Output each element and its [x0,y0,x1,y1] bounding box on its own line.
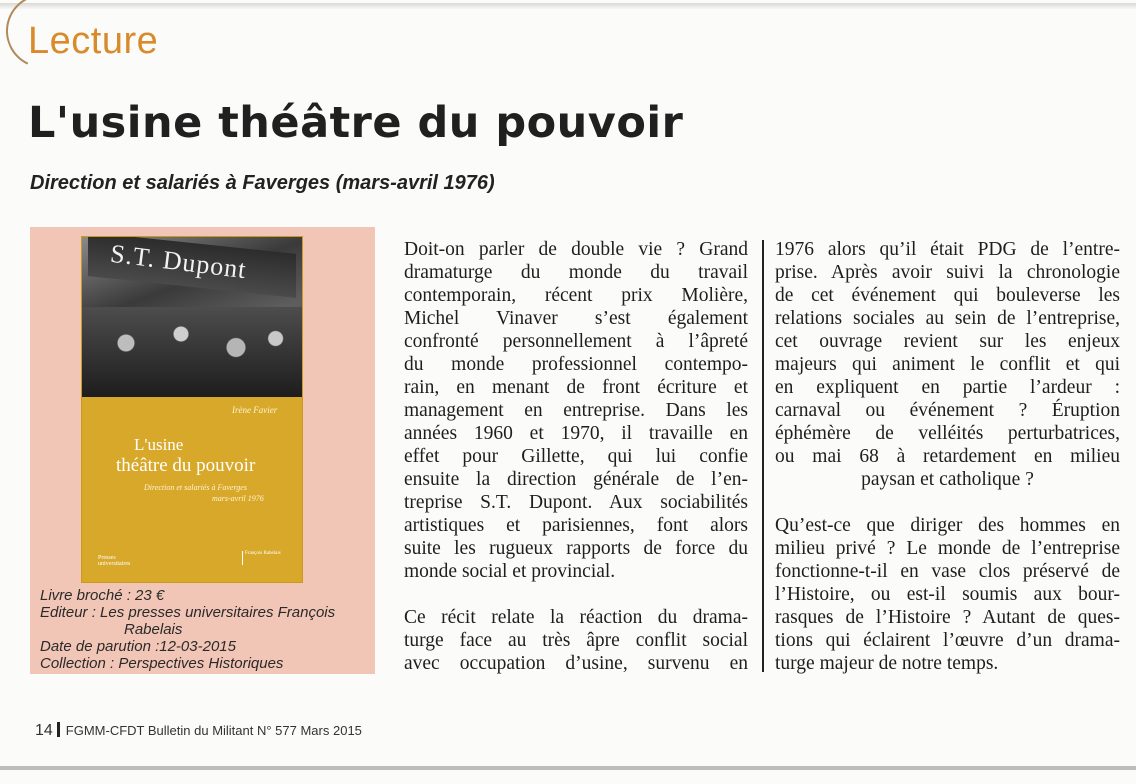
text-line: management en entreprise. Dans les [404,400,748,421]
footer-text: FGMM-CFDT Bulletin du Militant N° 577 Mars 2015 [65,723,362,738]
text-line: rain, en menant de front écriture et [404,377,748,398]
article-column-2 [775,238,1120,675]
text-line: rasques de l’Histoire ? Autant de ques- [775,607,1120,628]
text-line: Michel Vinaver s’est également [404,308,748,329]
book-info-box [30,227,375,674]
book-price: Livre broché : 23 € [40,587,165,604]
text-line: paysan et catholique ? [861,469,1034,490]
cover-subtitle-line1: Direction et salariés à Faverges [144,483,247,492]
cover-author: Irène Favier [232,405,278,415]
text-line: Ce récit relate la réaction du drama- [404,607,748,628]
cover-photo [82,237,302,397]
text-line: fonctionne-t-il en vase clos préservé de [775,561,1120,582]
text-line: avec occupation d’usine, survenu en [404,653,748,674]
book-date: Date de parution :12-03-2015 [40,638,236,655]
text-line: milieu privé ? Le monde de l’entreprise [775,538,1120,559]
text-line: monde social et provincial. [404,561,616,582]
text-line: artistiques et parisiennes, font alors [404,515,748,536]
page-footer [35,722,362,740]
article-title: L'usine théâtre du pouvoir [28,98,684,148]
section-label: Lecture [28,20,159,62]
cover-publisher-logo-left: Presses universitaires [98,555,131,567]
text-line: ou mai 68 à retardement en milieu [775,446,1120,467]
text-line: prise. Après avoir suivi la chronologie [775,262,1120,283]
text-line: cet ouvrage revient sur les enjeux [775,331,1120,352]
text-line: l’Histoire, ou est-il soumis aux bour- [775,584,1120,605]
book-cover [82,237,302,582]
text-line: Doit-on parler de double vie ? Grand [404,239,748,260]
column-divider [762,240,764,672]
text-line: contemporain, récent prix Molière, [404,285,748,306]
text-line: années 1960 et 1970, il travaille en [404,423,748,444]
page-number: 14 [35,722,53,739]
text-line: en expliquent en partie l’ardeur : [775,377,1120,398]
cover-sign-text: S.T. Dupont [108,238,249,285]
text-line: tions qui éclairent l’œuvre d’un drama- [775,630,1120,651]
text-line: turge face au très âpre conflit social [404,630,748,651]
text-line: 1976 alors qu’il était PDG de l’entre- [775,239,1120,260]
text-line: treprise S.T. Dupont. Aux sociabilités [404,492,748,513]
cover-subtitle-line2: mars-avril 1976 [212,494,264,503]
text-line: Qu’est-ce que diriger des hommes en [775,515,1120,536]
text-line: effet pour Gillette, qui lui confie [404,446,748,467]
book-collection: Collection : Perspectives Historiques [40,655,284,672]
text-line: de cet événement qui bouleverse les [775,285,1120,306]
cover-publisher-logo-right: François Rabelais [242,551,285,565]
text-line: éphémère de velléités perturbatrices, [775,423,1120,444]
text-line: majeurs qui animent le conflit et qui [775,354,1120,375]
cover-crowd-image [82,307,302,397]
article-column-1 [404,238,748,675]
article-subtitle: Direction et salariés à Faverges (mars-avril 1976) [30,172,495,194]
text-line: suite les rugueux rapports de force du [404,538,748,559]
page-bottom-edge [0,766,1136,770]
text-line: du monde professionnel contempo- [404,354,748,375]
book-details [40,587,335,672]
book-editor-cont: Rabelais [124,621,183,638]
cover-title-line1: L'usine [134,435,184,454]
page-top-edge [0,3,1136,9]
text-line: carnaval ou événement ? Éruption [775,400,1120,421]
cover-title-line2: théâtre du pouvoir [116,455,256,476]
text-line: turge majeur de notre temps. [775,653,999,674]
text-line: ensuite la direction générale de l’en- [404,469,748,490]
text-line: dramaturge du monde du travail [404,262,748,283]
text-line: relations sociales au sein de l’entreprise, [775,308,1120,329]
text-line: confronté personnellement à l’âpreté [404,331,748,352]
book-editor: Editeur : Les presses universitaires François [40,604,336,621]
footer-bar [57,722,60,737]
